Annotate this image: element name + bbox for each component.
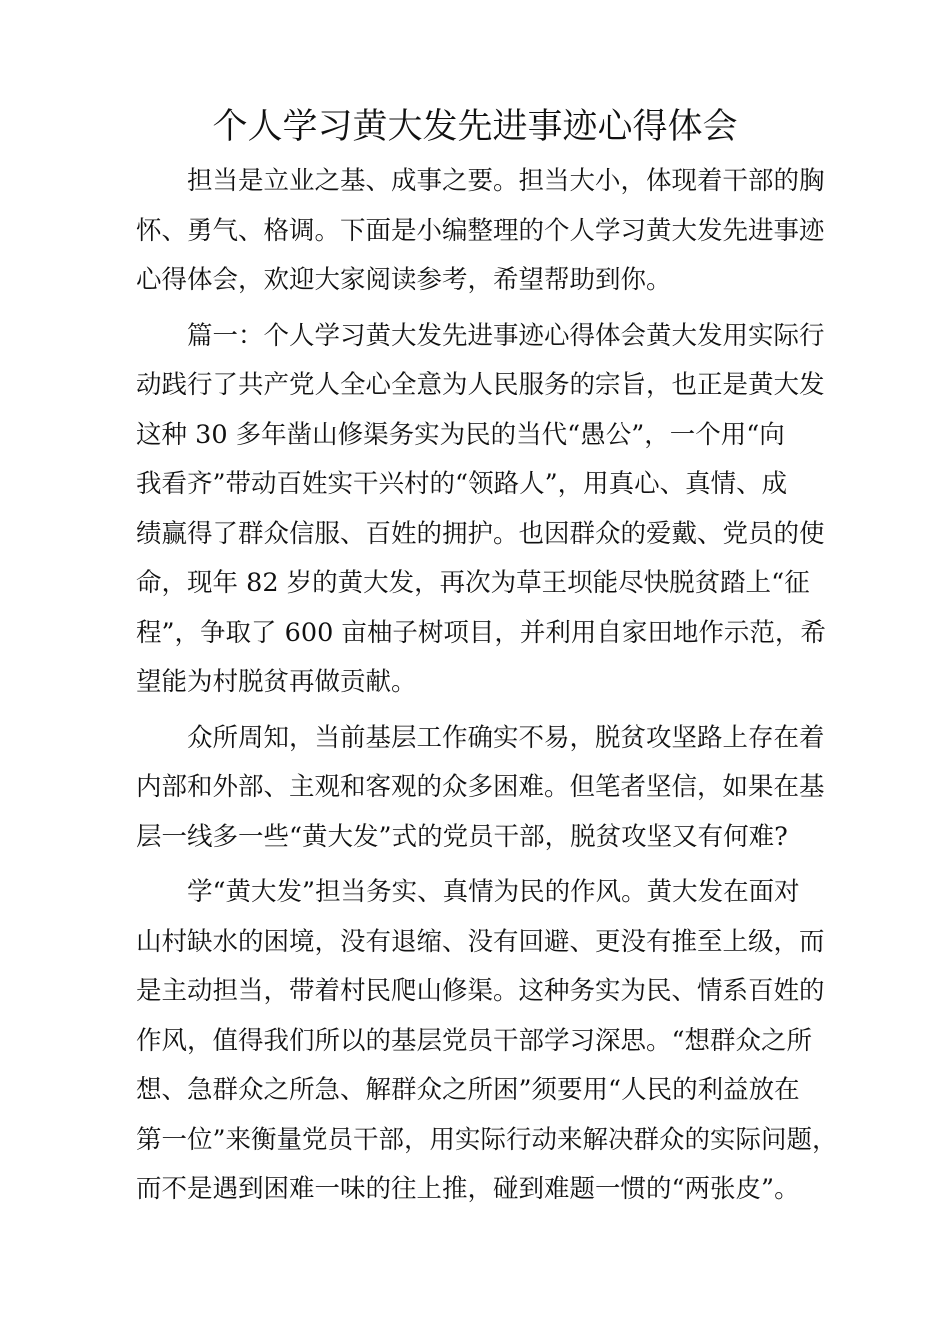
text-line: 动践行了共产党人全心全意为人民服务的宗旨，也正是黄大发	[136, 370, 825, 400]
text-line: 望能为村脱贫再做贡献。	[136, 667, 417, 697]
paragraph-grassroots	[136, 714, 836, 863]
text-line: 这种 30 多年凿山修渠务实为民的当代“愚公”，一个用“向	[136, 419, 785, 450]
text-line: 想、急群众之所急、解群众之所困”须要用“人民的利益放在	[136, 1075, 800, 1105]
text-line: 山村缺水的困境，没有退缩、没有回避、更没有推至上级，而	[136, 926, 825, 957]
paragraph-part-one	[136, 312, 836, 708]
text-line: 是主动担当，带着村民爬山修渠。这种务实为民、情系百姓的	[136, 976, 825, 1006]
text-line: 层一线多一些“黄大发”式的党员干部，脱贫攻坚又有何难?	[136, 821, 788, 852]
paragraph-intro	[136, 157, 836, 306]
text-line: 命，现年 82 岁的黄大发，再次为草王坝能尽快脱贫踏上“征	[136, 568, 810, 598]
text-line: 怀、勇气、格调。下面是小编整理的个人学习黄大发先进事迹	[136, 215, 825, 246]
text-line: 心得体会，欢迎大家阅读参考，希望帮助到你。	[136, 265, 672, 295]
document-body	[136, 157, 836, 1221]
text-line: 作风，值得我们所以的基层党员干部学习深思。“想群众之所	[136, 1025, 813, 1056]
text-line: 众所周知，当前基层工作确实不易，脱贫攻坚路上存在着	[187, 722, 825, 753]
text-line: 绩赢得了群众信服、百姓的拥护。也因群众的爱戴、党员的使	[136, 518, 825, 549]
text-line: 担当是立业之基、成事之要。担当大小，体现着干部的胸	[187, 166, 825, 196]
text-line: 内部和外部、主观和客观的众多困难。但笔者坚信，如果在基	[136, 772, 825, 802]
text-line: 第一位”来衡量党员干部，用实际行动来解决群众的实际问题，	[136, 1124, 838, 1155]
text-line: 我看齐”带动百姓实干兴村的“领路人”，用真心、真情、成	[136, 469, 788, 499]
text-line: 学“黄大发”担当务实、真情为民的作风。黄大发在面对	[187, 877, 800, 907]
text-line: 篇一：个人学习黄大发先进事迹心得体会黄大发用实际行	[187, 320, 825, 351]
paragraph-learn-style	[136, 868, 836, 1215]
text-line: 程”，争取了 600 亩柚子树项目，并利用自家田地作示范，希	[136, 617, 826, 648]
document-title: 个人学习黄大发先进事迹心得体会	[212, 107, 738, 147]
text-line: 而不是遇到困难一味的往上推，碰到难题一惯的“两张皮”。	[136, 1174, 800, 1204]
